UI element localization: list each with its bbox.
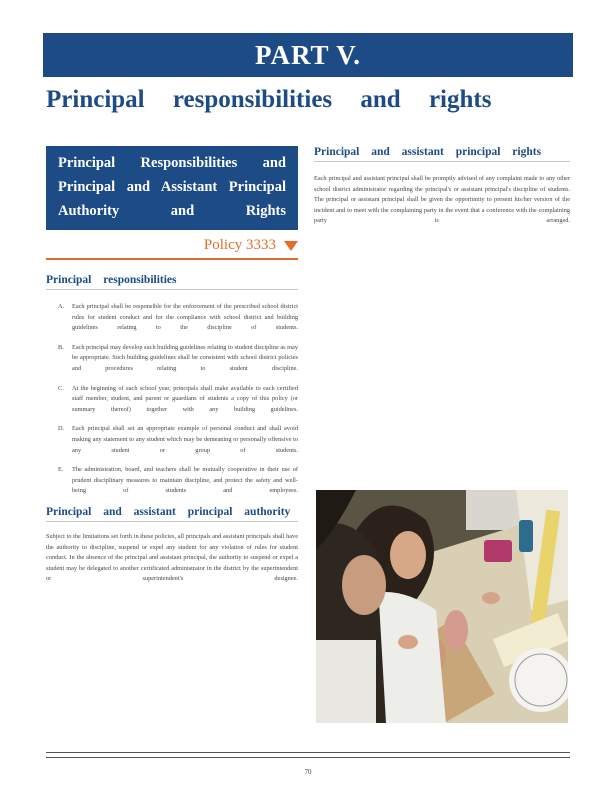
authority-text: Subject to the limitations set forth in these policies, all principals and assistant principals shall have the authority to discipline, suspend or expel any student for any violation of rules for student conduct. In the absence of the principal and assistant principal, the authority to suspend or expel a student may be delegated to another certificated administrator in the district by the superintendent or superintendent's designee.	[46, 532, 298, 583]
policy-title-line: Principal and Assistant Principal	[58, 179, 286, 195]
page-number: 70	[304, 768, 312, 776]
authority-heading: Principal and assistant principal authority	[46, 506, 298, 522]
rights-heading: Principal and assistant principal rights	[314, 146, 570, 162]
list-item	[46, 424, 298, 456]
list-letter: D.	[58, 425, 65, 433]
policy-title-line: Principal Responsibilities and	[58, 155, 286, 171]
list-item	[46, 302, 298, 334]
policy-reference	[46, 237, 298, 260]
triangle-down-icon	[284, 241, 298, 251]
list-letter: C.	[58, 384, 64, 392]
list-text: At the beginning of each school year, principals shall make available to each certified staff member, student, and parent or guardians of students a copy of this policy (or summary thereof) together with any building guidelines.	[72, 384, 298, 413]
left-column	[46, 146, 298, 585]
right-column	[314, 146, 570, 227]
list-letter: B.	[58, 343, 64, 351]
list-text: Each principal shall set an appropriate example of personal conduct and shall avoid making any statement to any student which may be demeaning or personally offensive to any student or group of students.	[72, 425, 298, 454]
policy-number: 3333	[246, 237, 276, 253]
list-letter: A.	[58, 303, 65, 310]
classroom-photo	[316, 490, 568, 723]
list-item	[46, 384, 298, 416]
list-text: The administration, board, and teachers shall be mutually cooperative in their use of prudent disciplinary measures to maintain discipline, and protect the safety and well-being of students and employees.	[72, 466, 298, 495]
part-label: PART V.	[254, 39, 362, 70]
policy-title-line: Authority and Rights	[58, 203, 286, 219]
list-item	[46, 465, 298, 497]
responsibilities-list	[46, 302, 298, 497]
part-banner	[43, 33, 573, 77]
policy-label: Policy	[203, 237, 243, 253]
responsibilities-heading: Principal responsibilities	[46, 274, 298, 290]
footer-rule	[46, 757, 570, 758]
list-item	[46, 343, 298, 375]
list-letter: E.	[58, 466, 64, 474]
list-text: Each principal may develop such building guidelines relating to student discipline as may be appropriate. Such building guidelines shall be consistent with school district policies and procedures relating to student discipline.	[72, 343, 298, 372]
footer-rule	[46, 752, 570, 753]
page-title: Principal responsibilities and rights	[46, 86, 492, 113]
list-text: Each principal shall be responsible for the enforcement of the prescribed school district rules for student conduct and for the compliance with school district and building guidelines relating to the discipline of students.	[72, 303, 298, 332]
policy-title-box	[46, 146, 298, 230]
rights-text: Each principal and assistant principal shall be promptly advised of any complaint made to any other school district administrator regarding the principal's or assistant principal's discipline of students. The principal or assistant principal shall be given the opportunity to present his/her version of the incident and to meet with the complaining party in the event that a conference with the complaining party is arranged.	[314, 175, 570, 225]
